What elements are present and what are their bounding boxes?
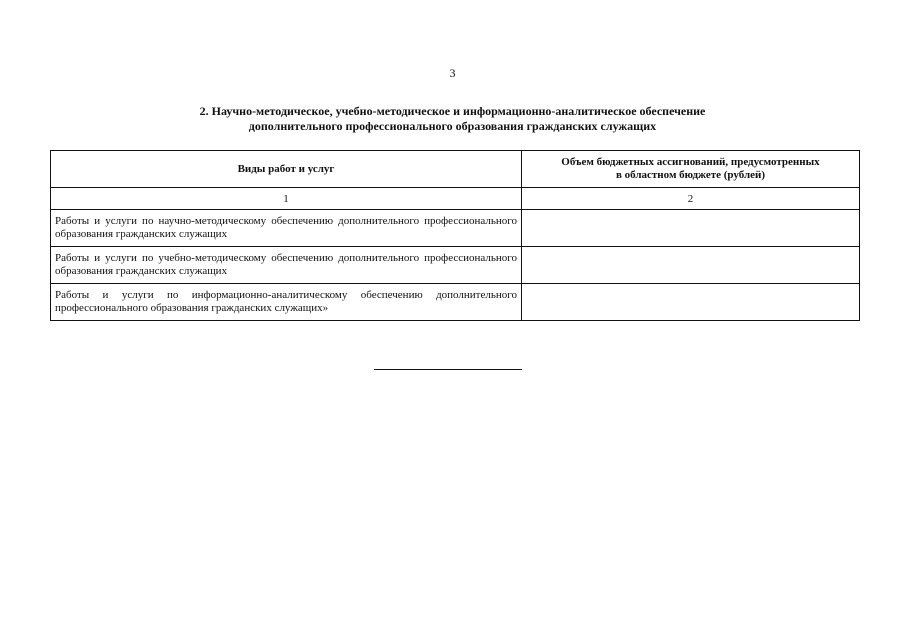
section-title: [0, 104, 905, 134]
header-budget-line-2: в областном бюджете (рублей): [615, 169, 766, 181]
header-work-types-label: Виды работ и услуг: [237, 162, 335, 175]
column-number-1: 1: [51, 188, 522, 210]
header-budget-line-1: Объем бюджетных ассигнований, предусмотренных: [561, 156, 820, 168]
work-description-cell: Работы и услуги по учебно-методическому обеспечению дополнительного профессионального образования гражданских служащих: [51, 247, 522, 284]
column-number-2: 2: [522, 188, 860, 210]
budget-amount-cell: [522, 210, 860, 247]
closing-rule: [374, 369, 522, 370]
table-row: [51, 284, 860, 321]
header-work-types: [51, 151, 522, 188]
page-number: 3: [449, 66, 456, 80]
section-title-line-1: 2. Научно-методическое, учебно-методическое и информационно-аналитическое обеспечение: [199, 104, 706, 118]
budget-table: [50, 150, 860, 321]
table-row: [51, 210, 860, 247]
table-row: [51, 247, 860, 284]
work-description-cell: Работы и услуги по информационно-аналитическому обеспечению дополнительного профессионального образования гражданских служащих»: [51, 284, 522, 321]
budget-amount-cell: [522, 247, 860, 284]
table-header-row: [51, 151, 860, 188]
column-number-row: [51, 188, 860, 210]
budget-amount-cell: [522, 284, 860, 321]
work-description-cell: Работы и услуги по научно-методическому обеспечению дополнительного профессионального образования гражданских служащих: [51, 210, 522, 247]
header-budget-amount: [522, 151, 860, 188]
section-title-line-2: дополнительного профессионального образования гражданских служащих: [248, 119, 657, 133]
